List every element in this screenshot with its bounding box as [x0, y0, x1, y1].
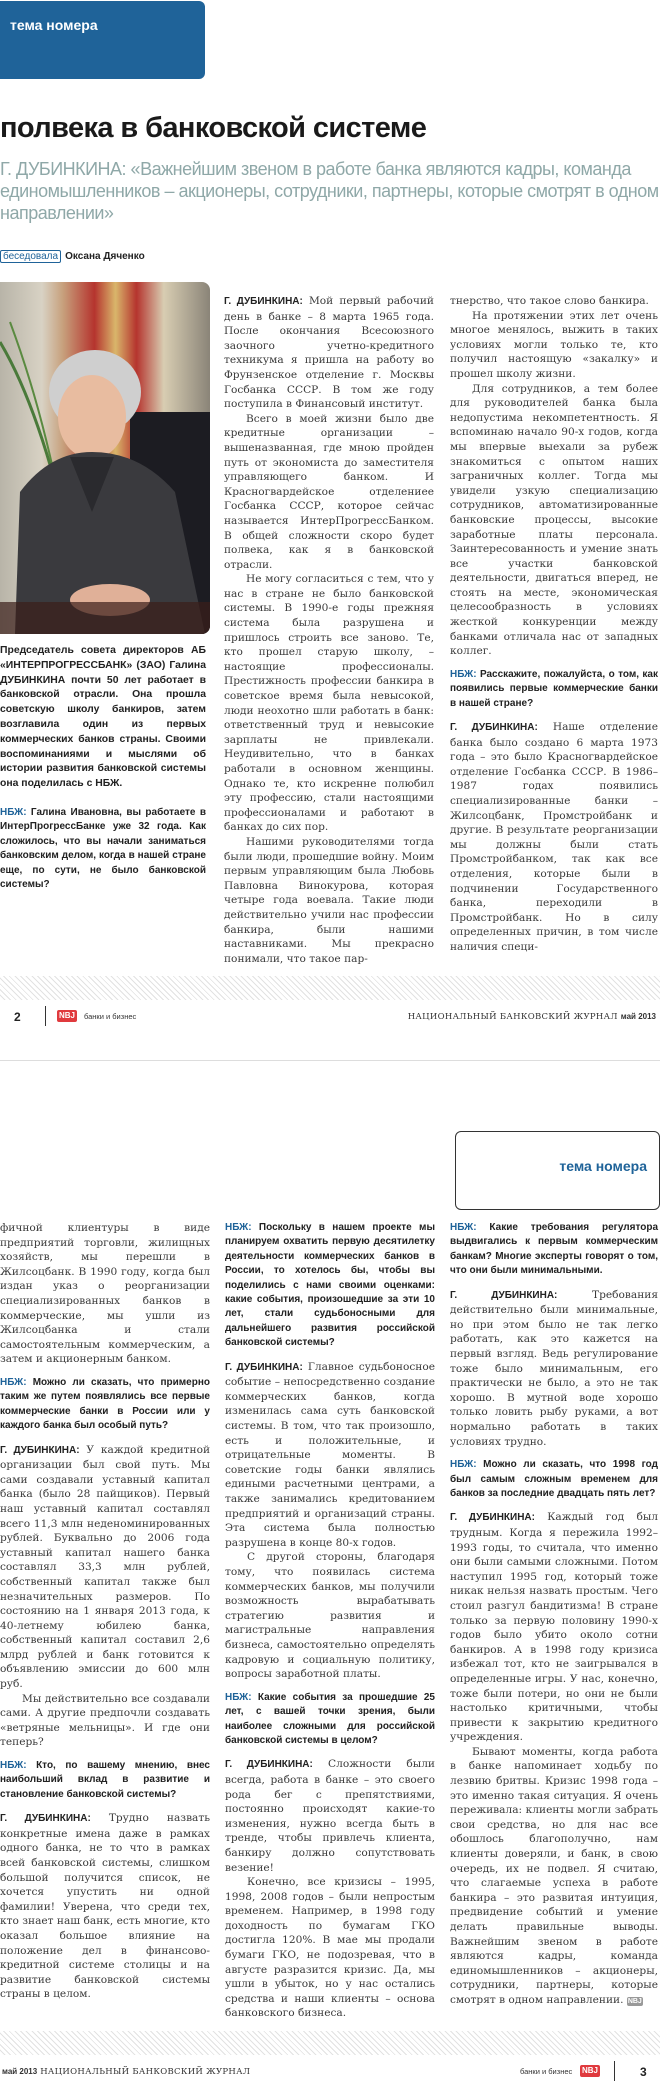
question-label: НБЖ:	[450, 1222, 477, 1233]
page-3	[0, 1061, 660, 2090]
section-name: банки и бизнес	[520, 2067, 573, 2076]
speaker-label: Г. ДУБИНКИНА:	[450, 722, 538, 734]
answer-text: Сложности были всегда, работа в банке – это своего рода бег с препятствиями, постоянно происходят какие-то изменения, нужно всегда быть в тренде, чтобы привлечь клиента, банкиру должно сопутствовать везение!	[225, 1758, 435, 1874]
question	[0, 806, 206, 892]
question-label: НБЖ:	[225, 1222, 252, 1233]
issue-date: май 2013	[2, 2067, 38, 2076]
question-text: Расскажите, пожалуйста, о том, как появились первые коммерческие банки в нашей стране?	[450, 668, 658, 709]
answer-text: Мой первый рабочий день в банке – 8 марта 1965 года. После окончания Всесоюзного заочного учетно-кредитного техникума я пришла на работу во Фрунзенское отделение г. Москвы Госбанка СССР. В том же году поступила в Финансовый институт.	[224, 295, 434, 411]
speaker-label: Г. ДУБИНКИНА:	[450, 1512, 535, 1524]
answer-text: Наше отделение банка было создано 6 марта 1973 года – это было Красногвардейское отделение Госбанка СССР. В 1986–1987 годах появились специализированные банки – Жилсоцбанк, Промстройбанк и другие. В результате реорганизации мы должны были стать Промстройбанком, так как все отделения, которые были в подчинении Государственного банка, переходили в Промстройбанк. Но в силу определенных причин, в том числе наличия специ-	[450, 721, 659, 953]
column-2	[224, 294, 434, 966]
question	[0, 1759, 210, 1802]
paragraph: фичной клиентуры в виде предприятий торговли, жилищных хозяйств, мы перешли в Жилсоцбанк. В 1990 году, когда был издан указ о реорганизации специализированных банков в коммерческие, мы ушли из Жилсоцбанка и стали самостоятельным коммерческим, а затем и акционерным банком.	[0, 1222, 210, 1366]
question-text: Кто, по вашему мнению, внес наибольший вклад в развитие и становление банковской системы?	[0, 1760, 210, 1800]
rubric-label: тема номера	[559, 1158, 647, 1174]
magazine-title: НАЦИОНАЛЬНЫЙ БАНКОВСКИЙ ЖУРНАЛ	[40, 2067, 251, 2077]
answer-text: Главное судьбоносное событие – непосредственно создание коммерческих банков, когда изменилась сама суть банковской системы. В том, что так произошло, есть и положительные, и отрицательные моменты. В советские годы банки являлись едиными расчетными центрами, а также занимались кредитованием предприятий и организаций страны. Эта система была полностью разрушена в конце 80-х годов.	[225, 1360, 435, 1549]
paragraph: Конечно, все кризисы – 1995, 1998, 2008 годов – были непростым временем. Например, в 1998 году доходность по бумагам ГКО достигла 120%. В мае мы продали бумаги ГКО, не подозревая, что в августе разразится кризис. Да, мы ушли в убыток, но у нас остались средства и наши клиенты – основа банковского бизнеса.	[225, 1876, 435, 2020]
nbj-logo-icon: NBJ	[582, 2066, 599, 2075]
question-label: НБЖ:	[0, 1376, 27, 1388]
paragraph: Всего в моей жизни было две кредитные организации – вышеназванная, где мною пройден путь от экономиста до заместителя управляющего банком. И Красногвардейское отделениее Госбанка СССР, которое сейчас называется ИнтерПрогрессБанком. В общей сложности скоро будет полвека, как я в банковской отрасли.	[224, 412, 434, 571]
page-number: 2	[14, 1010, 21, 1024]
byline-tag: беседовала	[0, 250, 61, 263]
column-3	[450, 1221, 658, 2008]
magazine-title: НАЦИОНАЛЬНЫЙ БАНКОВСКИЙ ЖУРНАЛ	[407, 1012, 618, 1022]
column-2	[225, 1221, 435, 2021]
question	[225, 1221, 435, 1351]
question-label: НБЖ:	[450, 668, 477, 680]
column-3	[450, 294, 658, 955]
paragraph: Нашими руководителями тогда были люди, прошедшие войну. Моим первым управляющим была Любовь Павловна Винокурова, которая четыре года воевала. Такие люди действительно учили нас профессии банкира, были нашими наставниками. Мы прекрасно понимали, что такое пар-	[224, 835, 434, 965]
question-label: НБЖ:	[450, 1459, 477, 1471]
page-number: 3	[640, 2065, 647, 2079]
end-mark-icon: NBJ	[627, 1997, 642, 2005]
paragraph: Для сотрудников, а тем более для руководителей банка была недопустима некомпетентность. Я вспоминаю начало 90-х годов, когда мы впервые выехали за рубеж знакомиться с опытом наших заграничных коллег. Тогда мы увидели узкую специализацию сотрудников, автоматизированные банковские процессы, высокие заработные платы персонала. Заинтересованность и умение знать все участки банковской деятельности, двигаться вперед, не стоять на месте, экономическая целесообразность в условиях жесткой конкуренции между банками отличала нас от западных коллег.	[450, 382, 658, 658]
column-1	[0, 1221, 210, 2002]
paragraph: С другой стороны, благодаря тому, что появилась система коммерческих банков, мы получили возможность вырабатывать стратегию развития и магистральные направления бизнеса, самостоятельно определять кадровую и социальную политику, вопросы заработной платы.	[225, 1551, 435, 1681]
question	[0, 1376, 210, 1434]
rubric-label: тема номера	[10, 17, 98, 33]
paragraph: тнерство, что такое слово банкира.	[450, 295, 649, 307]
answer-text: Трудно назвать конкретные имена даже в рамках одного банка, не то что в рамках всей банковской системы, слишком большой получится список, не хочется упустить ни одной фамилии! Уверена, что среди тех, кто знает наш банк, есть многие, кто оказал большое влияние на положение дел в финансово-кредитной системе столицы и на развитие банковской системы страны в целом.	[0, 1812, 210, 2001]
question	[450, 1221, 658, 1279]
question-text: Какие требования регулятора выдвигались к первым коммерческим банкам? Многие эксперты говорят о том, что они были минимальными.	[450, 1222, 659, 1277]
answer-text: У каждой кредитной организации был свой путь. Мы сами создавали уставный капитал банка (было 28 пайщиков). Первый наш уставный капитал составлял всего 11,3 млн неденоминированных рублей. Буквально до 2006 года уставный капитал нашего банка составлял 33,3 млн рублей, собственный капитал также был незначительных размеров. По состоянию на 1 января 2013 года, к 40-летнему юбилею банка, собственный капитал составил 2,6 млрд рублей и банк готовится к объявлению эмиссии до 600 млн руб.	[0, 1443, 211, 1691]
question-text: Можно ли сказать, что примерно таким же путем появлялись все первые коммерческие банки в России или у каждого банка был особый путь?	[0, 1376, 210, 1432]
speaker-label: Г. ДУБИНКИНА:	[225, 1361, 303, 1373]
paragraph: На протяжении этих лет очень многое менялось, выжить в таких условиях могли только те, кто получил настоящую «закалку» и прошел школу жизни.	[450, 309, 658, 380]
byline-author: Оксана Дяченко	[65, 251, 145, 262]
speaker-label: Г. ДУБИНКИНА:	[0, 1444, 80, 1456]
question-text: Можно ли сказать, что 1998 год был самым сложным временем для банков за последние двадцать пять лет?	[450, 1459, 658, 1499]
article-subtitle: Г. ДУБИНКИНА: «Важнейшим звеном в работе банка являются кадры, команда единомышленников – акционеры, сотрудники, партнеры, которые смотрят в одном направлении»	[0, 159, 659, 223]
question	[450, 668, 658, 711]
article-title: полвека в банковской системе	[0, 112, 427, 144]
question-text: Поскольку в нашем проекте мы планируем охватить первую десятилетку деятельности коммерческих банков в России, то хотелось бы, чтобы вы поделились с нами своими оценками: какие события, произошедшие за эти 10 лет, стали судьбоносными для дальнейшего развития российской банковской системы?	[225, 1222, 435, 1349]
question-label: НБЖ:	[0, 806, 27, 818]
question	[225, 1691, 435, 1749]
answer-text: Каждый год был трудным. Когда я пережила 1992–1993 годы, то считала, что именно они были самыми сложными. Потом наступил 1995 год, который тоже никак нельзя назвать простым. Чего стоил разгул бандитизма! В стране только за первую половину 1990-х годов было убито около сотни банкиров. А в 1998 году кризиса избежал тот, кто не заигрывался в определенные игры. У нас, конечно, тоже были потери, но они не были настолько критичными, чтобы привести к закрытию кредитного учреждения.	[450, 1511, 658, 1744]
paragraph: Не могу согласиться с тем, что у нас в стране не было банковской системы. В 1990-е годы прежняя система была разрушена и пришлось строить все заново. Те, кто прошел старую школу, – настоящие профессионалы. Престижность профессии банкира в советское время была невысокой, люди неохотно шли работать в банк: ответственный труд и невысокие зарплаты не привлекали. Неудивительно, что в банках работали в основном женщины. Однако те, кто искренне полюбил эту профессию, стали настоящими профессионалами и работают в банках до сих пор.	[224, 573, 434, 834]
speaker-label: Г. ДУБИНКИНА:	[0, 1813, 91, 1825]
rubric-badge	[0, 1, 205, 79]
column-1	[0, 644, 206, 901]
article-intro: Председатель совета директоров АБ «ИНТЕРПРОГРЕССБАНК» (ЗАО) Галина ДУБИНКИНА почти 50 лет работает в банковской отрасли. Она прошла советскую школу банкиров, затем возглавила один из первых коммерческих банков страны. Своими воспоминаниями и мыслями об истории развития банковской системы она поделилась с НБЖ.	[0, 645, 206, 790]
speaker-label: Г. ДУБИНКИНА:	[225, 1759, 313, 1771]
magazine-name	[408, 1011, 656, 1023]
decorative-wave-band	[0, 976, 660, 1000]
question	[450, 1458, 658, 1501]
question-text: Галина Ивановна, вы работаете в ИнтерПрогрессБанке уже 32 года. Как сложилось, что вы начали заниматься банковским делом, когда в нашей стране еще, по сути, не было банковской системы?	[0, 806, 206, 890]
footer-divider	[45, 1006, 46, 1026]
section-name: банки и бизнес	[84, 1012, 137, 1021]
paragraph: Мы действительно все создавали сами. А другие предпочли создавать «ветряные мельницы». И где они теперь?	[0, 1692, 210, 1749]
page-footer	[0, 1006, 660, 1028]
issue-date: май 2013	[620, 1012, 656, 1021]
paragraph: Бывают моменты, когда работа в банке напоминает ходьбу по лезвию бритвы. Кризис 1998 года – это именно такая ситуация. Я очень переживала: клиенты могли забрать свои средства, но для нас все обошлось благополучно, нам клиенты доверяли, и банк, в свою очередь, их не подвел. Я считаю, что слагаемые успеха в работе банкира – это развитая интуиция, предвидение событий и умение делать правильные выводы. Важнейшим звеном в работе являются кадры, команда единомышленников – акционеры, сотрудники, партнеры, которые смотрят в одном направлении.	[450, 1745, 658, 2006]
portrait-illustration	[0, 282, 210, 634]
magazine-name	[2, 2066, 250, 2078]
nbj-logo-icon: NBJ	[59, 1011, 76, 1020]
page-footer	[0, 2061, 660, 2083]
rubric-badge	[455, 1131, 660, 1210]
speaker-label: Г. ДУБИНКИНА:	[450, 1289, 558, 1301]
portrait-photo	[0, 282, 210, 634]
footer-divider	[614, 2061, 615, 2081]
answer-text: Требования действительно были минимальные, но при этом было не так легко работать, как это кажется на первый взгляд. Ведь регулирование тоже было минимальным, его практически не было, а это не так хорошо. В мутной воде хорошо только ловить рыбу руками, а вот нормально работать в таких условиях трудно.	[450, 1288, 659, 1448]
question-text: Какие события за прошедшие 25 лет, с вашей точки зрения, были наиболее сложными для российской банковской системы в целом?	[225, 1691, 435, 1746]
speaker-label: Г. ДУБИНКИНА:	[224, 296, 303, 307]
question-label: НБЖ:	[0, 1760, 27, 1772]
byline	[0, 250, 145, 264]
question-label: НБЖ:	[225, 1691, 252, 1703]
decorative-wave-band	[0, 2031, 660, 2055]
